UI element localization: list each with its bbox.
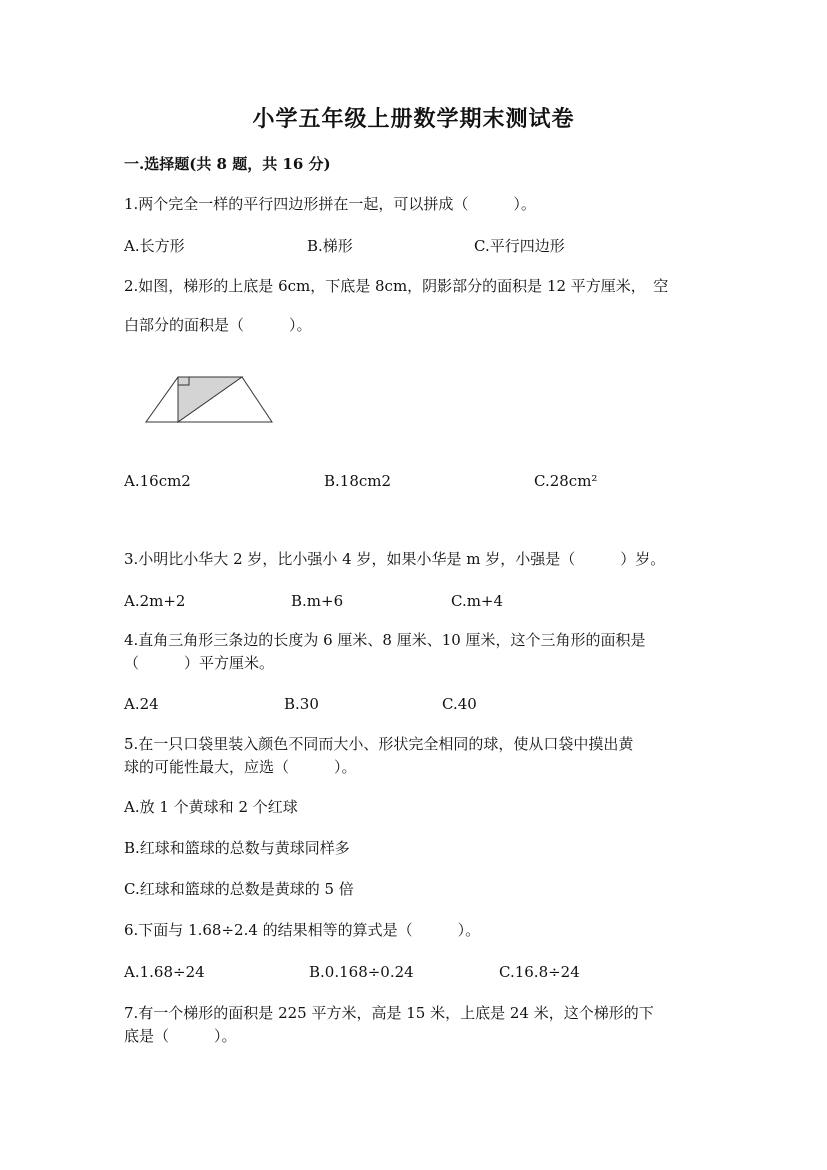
question-3-option-c: C.m+4 (451, 592, 504, 610)
question-4-option-b: B.30 (284, 695, 319, 713)
question-5-option-c: C.红球和篮球的总数是黄球的 5 倍 (124, 880, 354, 898)
question-5-text-line-1: 5.在一只口袋里装入颜色不同而大小、形状完全相同的球，使从口袋中摸出黄 (124, 735, 634, 753)
question-2-option-a: A.16cm2 (124, 472, 191, 490)
question-4-text-line-2: （ ）平方厘米。 (124, 654, 275, 672)
question-1-text: 1.两个完全一样的平行四边形拼在一起，可以拼成（ ）。 (124, 195, 536, 213)
question-2-option-c: C.28cm² (534, 472, 598, 490)
question-2-text-line-1: 2.如图，梯形的上底是 6cm，下底是 8cm，阴影部分的面积是 12 平方厘米， 空 (124, 277, 669, 295)
question-5-text-line-2: 球的可能性最大，应选（ ）。 (124, 758, 357, 776)
question-2-option-b: B.18cm2 (324, 472, 392, 490)
question-4-option-c: C.40 (442, 695, 477, 713)
question-1-option-a: A.长方形 (124, 237, 185, 255)
question-6-option-b: B.0.168÷0.24 (309, 963, 414, 981)
page-title: 小学五年级上册数学期末测试卷 (252, 106, 575, 132)
question-2-text-line-2: 白部分的面积是（ ）。 (124, 316, 312, 334)
trapezoid-figure (142, 372, 278, 430)
question-6-text: 6.下面与 1.68÷2.4 的结果相等的算式是（ ）。 (124, 921, 481, 939)
question-1-option-b: B.梯形 (307, 237, 353, 255)
question-4-option-a: A.24 (124, 695, 159, 713)
question-5-option-a: A.放 1 个黄球和 2 个红球 (124, 798, 298, 816)
question-3-text: 3.小明比小华大 2 岁，比小强小 4 岁，如果小华是 m 岁，小强是（ ）岁。 (124, 550, 666, 568)
question-6-option-a: A.1.68÷24 (124, 963, 205, 981)
question-5-option-b: B.红球和篮球的总数与黄球同样多 (124, 839, 350, 857)
question-6-option-c: C.16.8÷24 (499, 963, 580, 981)
section-heading: 一.选择题(共 8 题，共 16 分) (124, 155, 331, 173)
question-3-option-b: B.m+6 (291, 592, 344, 610)
shaded-triangle (178, 377, 242, 422)
question-1-option-c: C.平行四边形 (474, 237, 565, 255)
question-4-text-line-1: 4.直角三角形三条边的长度为 6 厘米、8 厘米、10 厘米，这个三角形的面积是 (124, 631, 646, 649)
question-3-option-a: A.2m+2 (124, 592, 186, 610)
question-7-text-line-1: 7.有一个梯形的面积是 225 平方米，高是 15 米，上底是 24 米，这个梯形的下 (124, 1004, 654, 1022)
question-7-text-line-2: 底是（ ）。 (124, 1027, 237, 1045)
